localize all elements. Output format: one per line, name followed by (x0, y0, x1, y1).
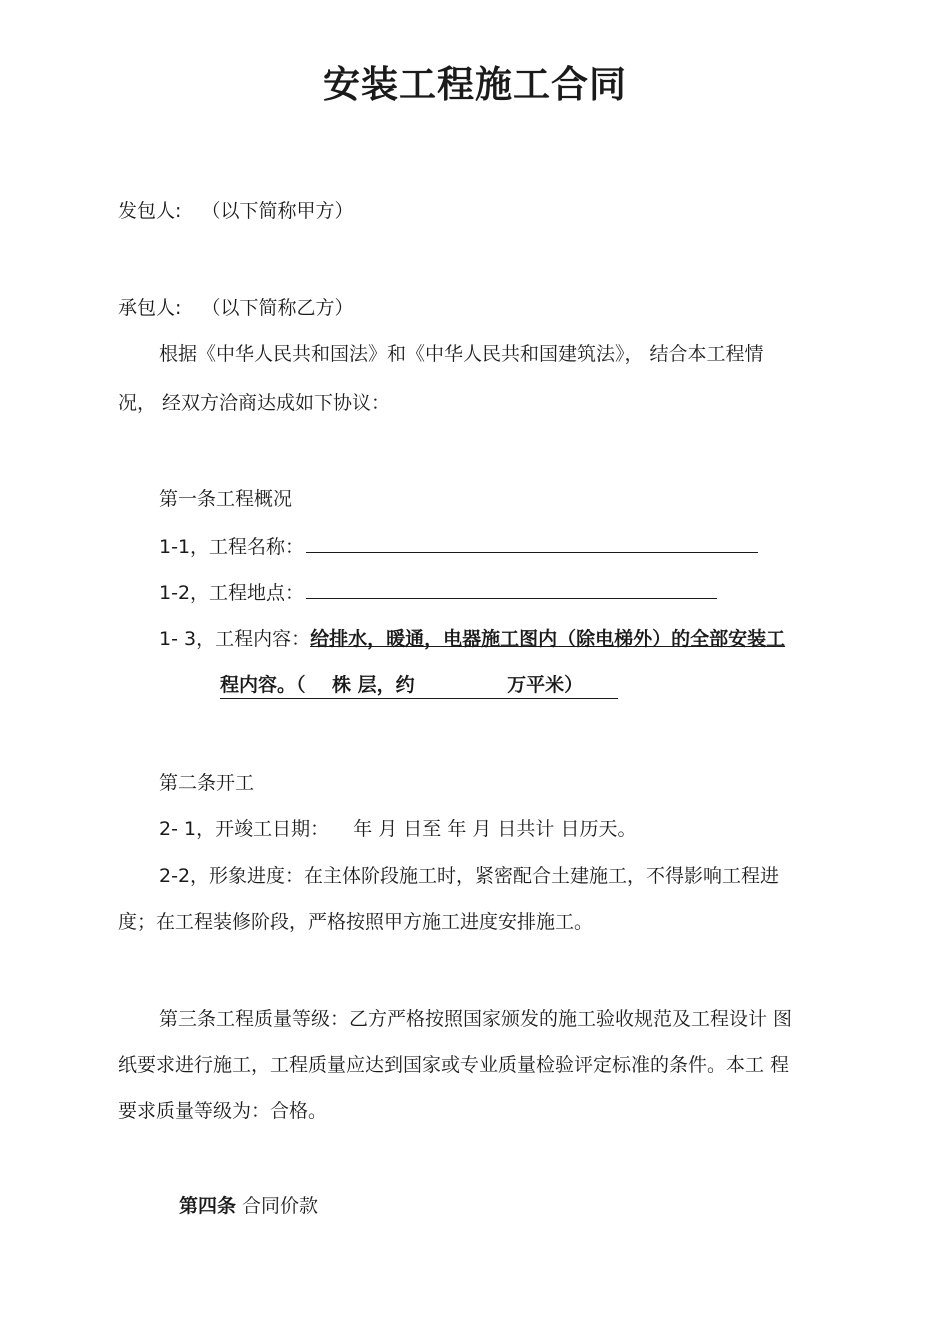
contractor-line (118, 296, 353, 320)
article3-line-1: 第三条工程质量等级：乙方严格按照国家颁发的施工验收规范及工程设计 图 (159, 1008, 793, 1030)
employer-note: （以下简称甲方） (201, 200, 354, 222)
contractor-note: （以下简称乙方） (201, 297, 354, 319)
employer-line (118, 199, 353, 223)
article4-number: 第四条 (179, 1195, 237, 1217)
article3-line-2: 纸要求进行施工，工程质量应达到国家或专业质量检验评定标准的条件。本工 程 (118, 1054, 790, 1076)
preamble-line-2: 况， 经双方洽商达成如下协议： (118, 392, 391, 414)
employer-label: 发包人: (118, 200, 182, 222)
project-name-blank (306, 534, 758, 553)
project-scope-line-1 (159, 627, 785, 651)
project-name-label: 1-1，工程名称： (159, 536, 305, 558)
contractor-label: 承包人: (118, 297, 182, 319)
article2-heading: 第二条开工 (159, 772, 255, 794)
schedule-line: 2- 1，开竣工日期： 年 月 日至 年 月 日共计 日历天。 (159, 818, 637, 840)
project-location-label: 1-2，工程地点： (159, 582, 305, 604)
project-scope-text-1: 给排水，暖通，电器施工图内（除电梯外）的全部安装工 (310, 628, 786, 650)
project-location-blank (306, 580, 717, 599)
document-title: 安装工程施工合同 (323, 63, 627, 106)
project-scope-label: 1- 3，工程内容： (159, 628, 311, 650)
preamble-line-1: 根据《中华人民共和国法》和《中华人民共和国建筑法》， 结合本工程情 (159, 343, 764, 365)
article4-title: 合同价款 (236, 1195, 319, 1217)
article4-heading (179, 1194, 318, 1218)
project-scope-line-2 (220, 673, 618, 699)
project-location-line (159, 580, 717, 605)
progress-line-1: 2-2，形象进度：在主体阶段施工时，紧密配合土建施工，不得影响工程进 (159, 865, 780, 887)
project-scope-text-2: 程内容。（ 株 层，约 万平米） (220, 673, 618, 699)
progress-line-2: 度；在工程装修阶段，严格按照甲方施工进度安排施工。 (118, 911, 594, 933)
project-name-line (159, 534, 758, 559)
article3-line-3: 要求质量等级为：合格。 (118, 1100, 328, 1122)
article1-heading: 第一条工程概况 (159, 488, 293, 510)
